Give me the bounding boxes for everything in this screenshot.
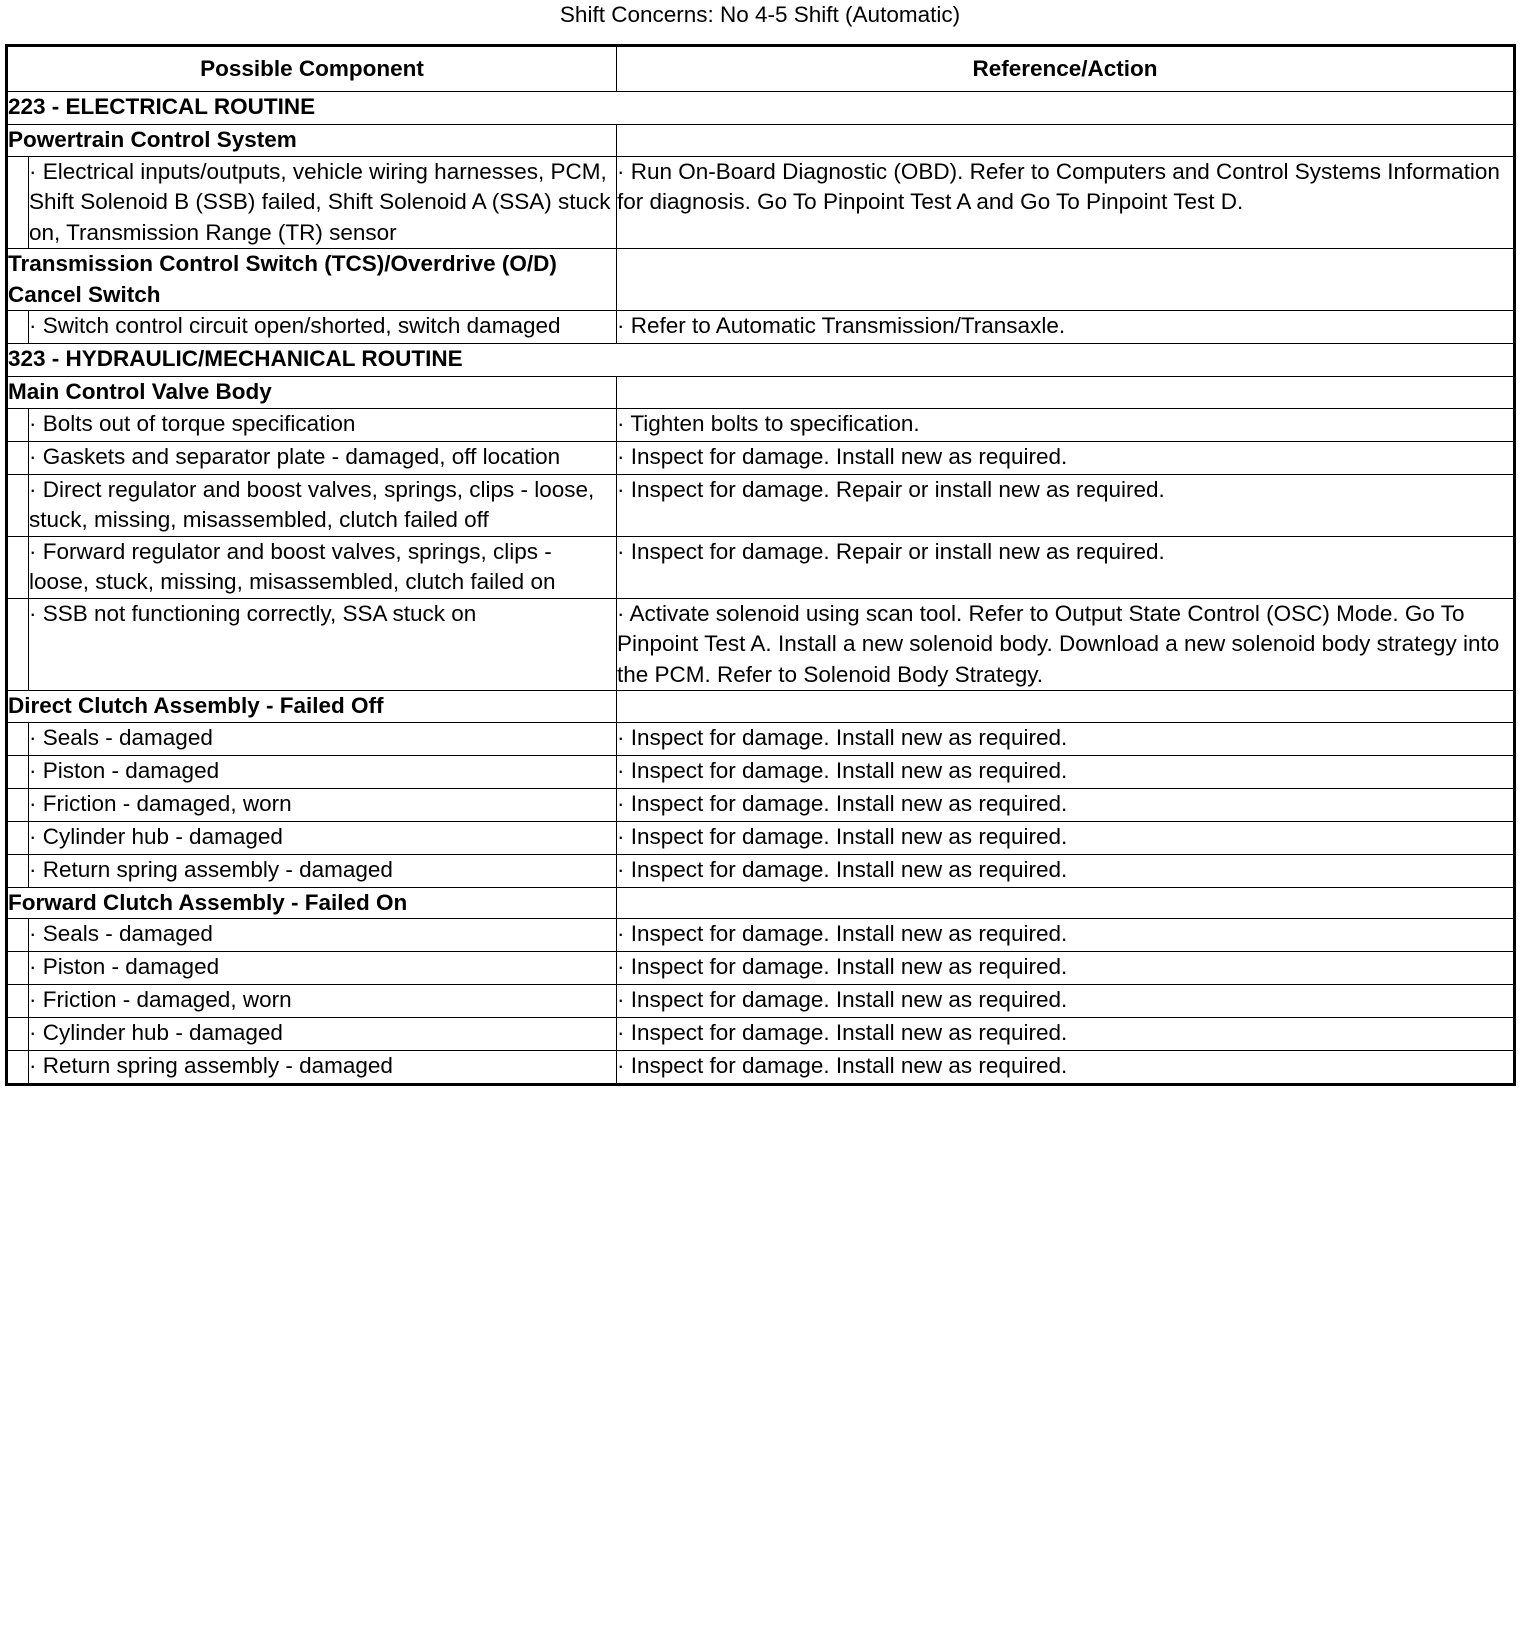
- action-cell: · Inspect for damage. Install new as required.: [617, 952, 1515, 985]
- component-cell: · Piston - damaged: [29, 952, 617, 985]
- indent-cell: [7, 474, 29, 536]
- action-cell: · Inspect for damage. Install new as required.: [617, 722, 1515, 755]
- component-cell: · Friction - damaged, worn: [29, 985, 617, 1018]
- group-empty-cell: [617, 125, 1515, 157]
- table-row: [7, 474, 1515, 536]
- group-empty-cell: [617, 249, 1515, 311]
- action-cell: · Inspect for damage. Install new as required.: [617, 755, 1515, 788]
- group-heading: Main Control Valve Body: [7, 377, 617, 409]
- table-row: [7, 536, 1515, 598]
- table-row: [7, 854, 1515, 887]
- action-cell: · Tighten bolts to specification.: [617, 408, 1515, 441]
- indent-cell: [7, 952, 29, 985]
- group-row: [7, 887, 1515, 919]
- action-cell: · Inspect for damage. Install new as required.: [617, 919, 1515, 952]
- component-cell: · Return spring assembly - damaged: [29, 854, 617, 887]
- indent-cell: [7, 788, 29, 821]
- page-title: Shift Concerns: No 4-5 Shift (Automatic): [559, 2, 961, 27]
- indent-cell: [7, 1051, 29, 1085]
- indent-cell: [7, 821, 29, 854]
- indent-cell: [7, 536, 29, 598]
- group-heading: Forward Clutch Assembly - Failed On: [7, 887, 617, 919]
- section-heading: 223 - ELECTRICAL ROUTINE: [7, 92, 1515, 125]
- table-row: [7, 985, 1515, 1018]
- component-cell: · Cylinder hub - damaged: [29, 821, 617, 854]
- group-row: [7, 249, 1515, 311]
- group-empty-cell: [617, 691, 1515, 723]
- indent-cell: [7, 854, 29, 887]
- group-row: [7, 691, 1515, 723]
- action-cell: · Inspect for damage. Install new as required.: [617, 821, 1515, 854]
- component-cell: · Forward regulator and boost valves, springs, clips - loose, stuck, missing, misassembled, clutch failed on: [29, 536, 617, 598]
- table-row: [7, 755, 1515, 788]
- table-row: [7, 821, 1515, 854]
- action-cell: · Inspect for damage. Install new as required.: [617, 788, 1515, 821]
- component-cell: · Return spring assembly - damaged: [29, 1051, 617, 1085]
- section-heading: 323 - HYDRAULIC/MECHANICAL ROUTINE: [7, 344, 1515, 377]
- indent-cell: [7, 598, 29, 691]
- table-row: [7, 1051, 1515, 1085]
- component-cell: · Switch control circuit open/shorted, switch damaged: [29, 311, 617, 344]
- group-row: [7, 125, 1515, 157]
- indent-cell: [7, 156, 29, 249]
- action-cell: · Activate solenoid using scan tool. Refer to Output State Control (OSC) Mode. Go To Pinpoint Test A. Install a new solenoid body. Download a new solenoid body strategy into the PCM. Refer to Solenoid Body Strategy.: [617, 598, 1515, 691]
- component-cell: · Direct regulator and boost valves, springs, clips - loose, stuck, missing, misassembled, clutch failed off: [29, 474, 617, 536]
- table-row: [7, 1018, 1515, 1051]
- component-cell: · Piston - damaged: [29, 755, 617, 788]
- indent-cell: [7, 441, 29, 474]
- table-row: [7, 441, 1515, 474]
- group-heading: Direct Clutch Assembly - Failed Off: [7, 691, 617, 723]
- action-cell: · Inspect for damage. Install new as required.: [617, 1051, 1515, 1085]
- component-cell: · Gaskets and separator plate - damaged, off location: [29, 441, 617, 474]
- action-cell: · Inspect for damage. Repair or install new as required.: [617, 474, 1515, 536]
- indent-cell: [7, 722, 29, 755]
- group-heading: Transmission Control Switch (TCS)/Overdrive (O/D) Cancel Switch: [7, 249, 617, 311]
- shift-concerns-table: [5, 44, 1516, 1086]
- indent-cell: [7, 408, 29, 441]
- component-cell: · Bolts out of torque specification: [29, 408, 617, 441]
- header-possible-component: Possible Component: [7, 46, 617, 92]
- component-cell: · Cylinder hub - damaged: [29, 1018, 617, 1051]
- component-cell: · Electrical inputs/outputs, vehicle wiring harnesses, PCM, Shift Solenoid B (SSB) failed, Shift Solenoid A (SSA) stuck on, Transmission Range (TR) sensor: [29, 156, 617, 249]
- group-heading: Powertrain Control System: [7, 125, 617, 157]
- indent-cell: [7, 1018, 29, 1051]
- indent-cell: [7, 311, 29, 344]
- table-row: [7, 156, 1515, 249]
- section-row: [7, 344, 1515, 377]
- action-cell: · Inspect for damage. Install new as required.: [617, 854, 1515, 887]
- action-cell: · Refer to Automatic Transmission/Transaxle.: [617, 311, 1515, 344]
- group-empty-cell: [617, 887, 1515, 919]
- component-cell: · Friction - damaged, worn: [29, 788, 617, 821]
- group-empty-cell: [617, 377, 1515, 409]
- table-row: [7, 952, 1515, 985]
- action-cell: · Inspect for damage. Repair or install new as required.: [617, 536, 1515, 598]
- table-body: [7, 92, 1515, 1085]
- component-cell: · Seals - damaged: [29, 919, 617, 952]
- indent-cell: [7, 985, 29, 1018]
- group-row: [7, 377, 1515, 409]
- indent-cell: [7, 755, 29, 788]
- table-row: [7, 598, 1515, 691]
- table-header-row: [7, 46, 1515, 92]
- table-row: [7, 722, 1515, 755]
- component-cell: · Seals - damaged: [29, 722, 617, 755]
- component-cell: · SSB not functioning correctly, SSA stuck on: [29, 598, 617, 691]
- table-row: [7, 311, 1515, 344]
- action-cell: · Inspect for damage. Install new as required.: [617, 1018, 1515, 1051]
- header-reference-action: Reference/Action: [617, 46, 1515, 92]
- indent-cell: [7, 919, 29, 952]
- table-row: [7, 919, 1515, 952]
- table-row: [7, 408, 1515, 441]
- section-row: [7, 92, 1515, 125]
- action-cell: · Inspect for damage. Install new as required.: [617, 985, 1515, 1018]
- table-row: [7, 788, 1515, 821]
- action-cell: · Inspect for damage. Install new as required.: [617, 441, 1515, 474]
- action-cell: · Run On-Board Diagnostic (OBD). Refer to Computers and Control Systems Information for diagnosis. Go To Pinpoint Test A and Go To Pinpoint Test D.: [617, 156, 1515, 249]
